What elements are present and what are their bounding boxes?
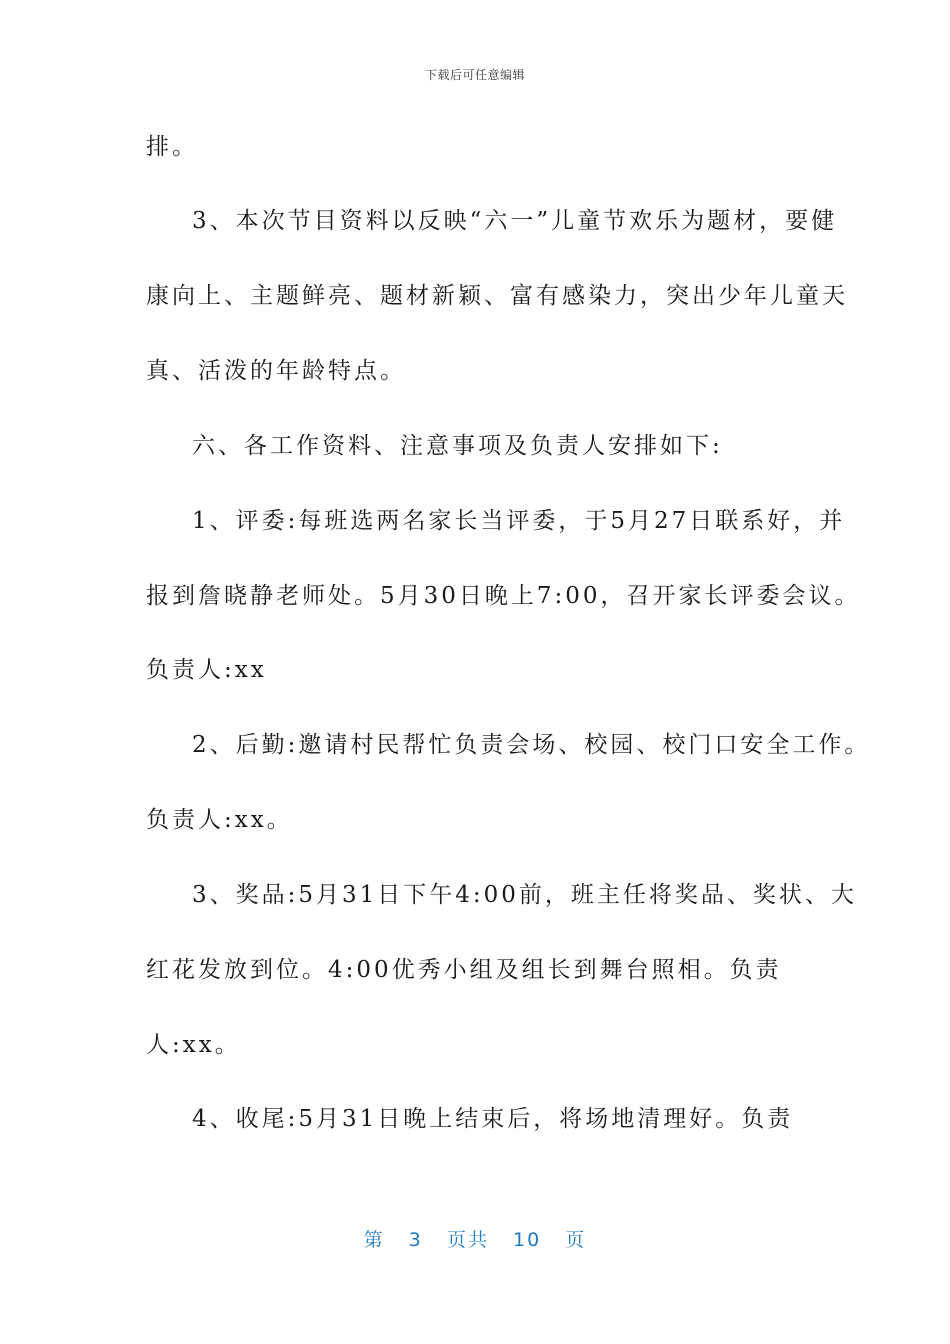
paragraph-line: 3、奖品:5月31日下午4:00前，班主任将奖品、奖状、大	[192, 882, 857, 908]
paragraph-line: 红花发放到位。4:00优秀小组及组长到舞台照相。负责	[146, 957, 782, 983]
paragraph-line: 康向上、主题鲜亮、题材新颖、富有感染力，突出少年儿童天	[146, 283, 848, 309]
page-footer	[0, 1225, 950, 1252]
page-suffix: 页	[565, 1229, 587, 1251]
paragraph-line: 排。	[146, 134, 198, 160]
page-header: 下载后可任意编辑	[424, 68, 525, 82]
section-heading: 六、各工作资料、注意事项及负责人安排如下:	[192, 433, 723, 459]
total-pages: 10	[513, 1229, 542, 1251]
page-label: 第	[363, 1229, 385, 1251]
paragraph-line: 负责人:xx	[146, 657, 267, 683]
paragraph-line: 报到詹晓静老师处。5月30日晚上7:00，召开家长评委会议。	[146, 583, 861, 609]
paragraph-line: 人:xx。	[146, 1032, 241, 1058]
page-number: 3	[408, 1229, 423, 1251]
paragraph-line: 负责人:xx。	[146, 807, 293, 833]
total-label: 页共	[446, 1229, 489, 1251]
paragraph-line: 4、收尾:5月31日晚上结束后，将场地清理好。负责	[192, 1106, 794, 1132]
paragraph-line: 3、本次节目资料以反映“六一”儿童节欢乐为题材，要健	[192, 208, 838, 234]
paragraph-line: 2、后勤:邀请村民帮忙负责会场、校园、校门口安全工作。	[192, 732, 871, 758]
paragraph-line: 1、评委:每班选两名家长当评委，于5月27日联系好，并	[192, 508, 846, 534]
paragraph-line: 真、活泼的年龄特点。	[146, 358, 406, 384]
